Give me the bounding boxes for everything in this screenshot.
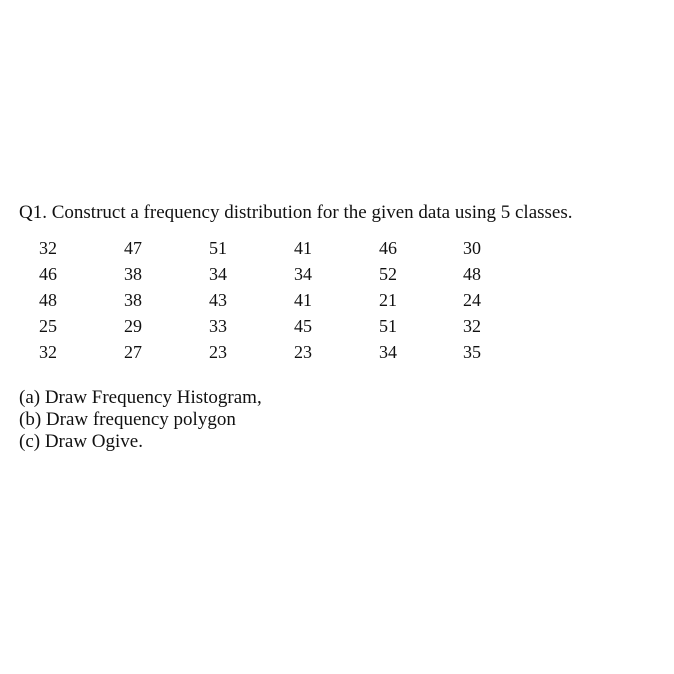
data-row-4: [20, 313, 500, 339]
data-cell: 47: [124, 238, 142, 258]
data-cell: 32: [39, 342, 57, 362]
data-cell: 38: [124, 264, 142, 284]
data-table: [20, 235, 500, 365]
data-cell: 35: [463, 342, 481, 362]
data-cell: 34: [294, 264, 312, 284]
data-cell: 48: [463, 264, 481, 284]
data-cell: 48: [39, 290, 57, 310]
data-row-1: [20, 235, 500, 261]
data-cell: 34: [209, 264, 227, 284]
data-cell: 25: [39, 316, 57, 336]
task-item-c: (c) Draw Ogive.: [19, 431, 143, 452]
data-cell: 38: [124, 290, 142, 310]
data-cell: 27: [124, 342, 142, 362]
data-cell: 23: [209, 342, 227, 362]
task-list: [19, 387, 262, 453]
data-cell: 29: [124, 316, 142, 336]
task-item-a: (a) Draw Frequency Histogram,: [19, 387, 262, 408]
question-title: Q1. Construct a frequency distribution for the given data using 5 classes.: [19, 202, 573, 223]
task-item-b: (b) Draw frequency polygon: [19, 409, 236, 430]
data-cell: 43: [209, 290, 227, 310]
data-cell: 24: [463, 290, 481, 310]
data-cell: 46: [39, 264, 57, 284]
data-cell: 41: [294, 238, 312, 258]
data-cell: 21: [379, 290, 397, 310]
data-cell: 32: [39, 238, 57, 258]
data-cell: 30: [463, 238, 481, 258]
data-cell: 32: [463, 316, 481, 336]
data-cell: 23: [294, 342, 312, 362]
data-cell: 51: [209, 238, 227, 258]
data-cell: 45: [294, 316, 312, 336]
data-cell: 51: [379, 316, 397, 336]
data-row-3: [20, 287, 500, 313]
data-cell: 34: [379, 342, 397, 362]
data-cell: 46: [379, 238, 397, 258]
data-cell: 33: [209, 316, 227, 336]
data-row-2: [20, 261, 500, 287]
data-cell: 52: [379, 264, 397, 284]
data-row-5: [20, 339, 500, 365]
data-cell: 41: [294, 290, 312, 310]
